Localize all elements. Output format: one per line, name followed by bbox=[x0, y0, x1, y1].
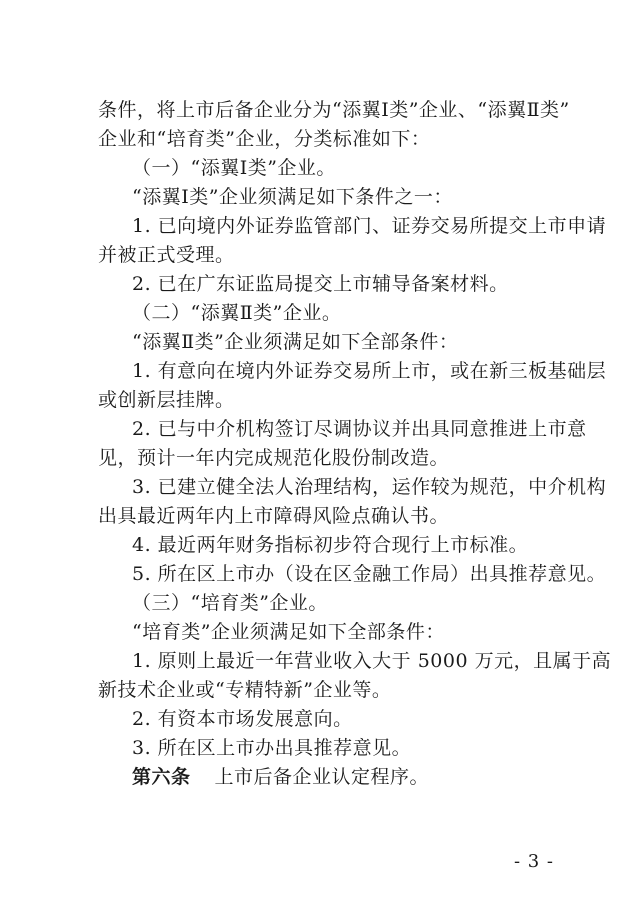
paragraph-line: “添翼Ⅱ类”企业须满足如下全部条件： bbox=[132, 331, 459, 353]
list-item: 2. 已在广东证监局提交上市辅导备案材料。 bbox=[132, 273, 509, 295]
paragraph-line: 新技术企业或“专精特新”企业等。 bbox=[98, 679, 392, 701]
paragraph-line: “培育类”企业须满足如下全部条件： bbox=[132, 621, 445, 643]
article-label: 第六条 bbox=[132, 766, 191, 788]
article-text: 上市后备企业认定程序。 bbox=[214, 766, 430, 788]
list-item: 2. 有资本市场发展意向。 bbox=[132, 708, 353, 730]
paragraph-line: 见，预计一年内完成规范化股份制改造。 bbox=[98, 447, 450, 469]
section-heading: （一）“添翼Ⅰ类”企业。 bbox=[132, 157, 336, 179]
list-item: 3. 已建立健全法人治理结构，运作较为规范，中介机构 bbox=[132, 476, 607, 498]
list-item: 1. 有意向在境内外证券交易所上市，或在新三板基础层 bbox=[132, 360, 607, 382]
list-item: 2. 已与中介机构签订尽调协议并出具同意推进上市意 bbox=[132, 418, 587, 440]
article-heading bbox=[132, 765, 429, 789]
list-item: 3. 所在区上市办出具推荐意见。 bbox=[132, 737, 412, 759]
paragraph-line: “添翼Ⅰ类”企业须满足如下条件之一： bbox=[132, 186, 453, 208]
paragraph-line: 条件，将上市后备企业分为“添翼Ⅰ类”企业、“添翼Ⅱ类” bbox=[98, 99, 570, 121]
page-number: - 3 - bbox=[513, 851, 554, 872]
paragraph-line: 或创新层挂牌。 bbox=[98, 389, 235, 411]
list-item: 1. 已向境内外证券监管部门、证券交易所提交上市申请 bbox=[132, 215, 607, 237]
paragraph-line: 并被正式受理。 bbox=[98, 244, 235, 266]
section-heading: （三）“培育类”企业。 bbox=[132, 592, 328, 614]
list-item: 1. 原则上最近一年营业收入大于 5000 万元，且属于高 bbox=[132, 650, 612, 672]
section-heading: （二）“添翼Ⅱ类”企业。 bbox=[132, 302, 342, 324]
list-item: 4. 最近两年财务指标初步符合现行上市标准。 bbox=[132, 534, 529, 556]
paragraph-line: 出具最近两年内上市障碍风险点确认书。 bbox=[98, 505, 450, 527]
list-item: 5. 所在区上市办（设在区金融工作局）出具推荐意见。 bbox=[132, 563, 607, 585]
paragraph-line: 企业和“培育类”企业，分类标准如下： bbox=[98, 128, 431, 150]
